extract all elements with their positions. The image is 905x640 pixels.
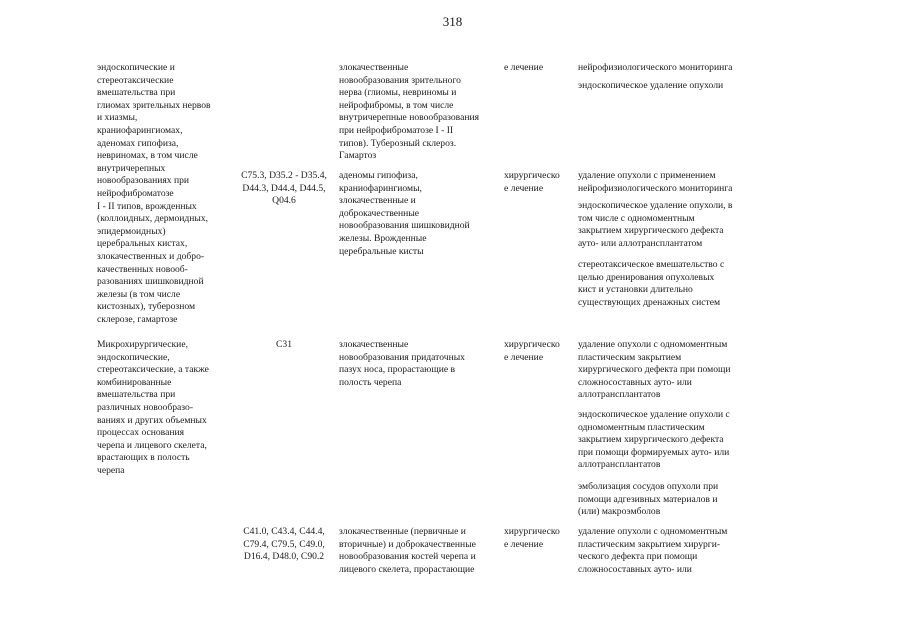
text-line: пластическим закрытием хирурги- (578, 538, 721, 550)
text-line: злокачественные (первичные и (339, 526, 466, 537)
text-line: склерозе, гамартозе (97, 313, 178, 325)
text-line: железы. Врожденные (339, 232, 427, 244)
text-line: новообразования шишковидной (339, 220, 470, 232)
text-line: новообразования зрительного (339, 74, 461, 86)
text-line: аденомы гипофиза, (339, 170, 418, 181)
text-line: хирургическо (504, 339, 560, 350)
text-line: сложносоставных ауто- или (578, 376, 692, 388)
text-line: доброкачественные (339, 207, 420, 219)
treatment-cell-3 (504, 339, 576, 364)
text-line: лицевого скелета, прорастающие (339, 563, 475, 575)
text-line: внутричерепных (97, 162, 166, 174)
text-line: пазух носа, прорастающие в (339, 364, 456, 376)
text-line: черепа и лицевого скелета, (97, 439, 207, 451)
text-line: вмешательства при (97, 389, 176, 401)
text-line: краниофарингиомы, (339, 182, 422, 194)
text-line: (коллоидных, дермоидных, (97, 213, 209, 225)
procedure-cell-9 (578, 526, 758, 576)
text-line: кист и установки длительно (578, 284, 693, 296)
text-line: нейрофизиологического мониторинга (578, 62, 733, 73)
text-line: и хиазмы, (97, 112, 138, 124)
codes-cell-3 (236, 339, 332, 352)
text-line: церебральные кисты (339, 245, 424, 257)
procedure-cell-3 (578, 170, 758, 195)
text-line: ческого дефекта при помощи (578, 551, 698, 563)
text-line: C79.4, C79.5, C49.0, (243, 538, 325, 550)
text-line: нейрофибромы, в том числе (339, 99, 454, 111)
method-description-2 (97, 339, 237, 478)
text-line: качественных новооб- (97, 263, 188, 275)
text-line: Гамартоз (339, 150, 377, 162)
text-line: целью дренирования опухолевых (578, 271, 715, 283)
text-line: разованиях шишковидной (97, 276, 204, 288)
text-line: невриномах, в том числе (97, 150, 198, 162)
text-line: сложносоставных ауто- или (578, 563, 692, 575)
procedure-cell-5 (578, 259, 758, 309)
text-line: закрытием хирургического дефекта (578, 225, 724, 237)
procedure-cell-4 (578, 200, 758, 250)
text-line: (или) макроэмболов (578, 506, 661, 518)
text-line: ауто- или аллотрансплантатом (578, 237, 703, 249)
text-line: аллотрансплантатов (578, 459, 661, 471)
text-line: процессах основания (97, 427, 185, 439)
text-line: аденомах гипофиза, (97, 137, 179, 149)
text-line: нейрофиброматозе (97, 187, 174, 199)
text-line: глиомах зрительных нервов (97, 99, 211, 111)
text-line: ваниях и других объемных (97, 414, 207, 426)
text-line: злокачественных и добро- (97, 250, 205, 262)
text-line: злокачественные (339, 339, 409, 350)
text-line: удаление опухоли с одномоментным (578, 526, 728, 537)
text-line: е лечение (504, 351, 544, 363)
text-line: Q04.6 (272, 195, 296, 207)
text-line: хирургического дефекта при помощи (578, 364, 731, 376)
diagnosis-cell-4 (339, 526, 502, 576)
text-line: помощи адгезивных материалов и (578, 493, 718, 505)
text-line: D44.3, D44.4, D44.5, (242, 182, 326, 194)
text-line: е лечение (504, 182, 544, 194)
text-line: эндоскопическое удаление опухоли (578, 80, 724, 91)
text-line: типов). Туберозный склероз. (339, 137, 457, 149)
text-line: C75.3, D35.2 - D35.4, (241, 170, 327, 181)
text-line: е лечение (504, 538, 544, 550)
diagnosis-cell-2 (339, 170, 502, 258)
text-line: черепа (97, 464, 125, 476)
text-line: внутричерепные новообразования (339, 112, 480, 124)
text-line: эпидермоидных) (97, 225, 166, 237)
text-line: злокачественные и (339, 195, 416, 207)
text-line: вмешательства при (97, 87, 176, 99)
text-line: эндоскопические и (97, 62, 175, 73)
text-line: новообразованиях при (97, 175, 190, 187)
procedure-cell-8 (578, 481, 758, 519)
text-line: одномоментным пластическим (578, 421, 705, 433)
text-line: удаление опухоли с одномоментным (578, 339, 728, 350)
text-line: злокачественные (339, 62, 409, 73)
codes-cell-2 (236, 170, 332, 208)
text-line: закрытием хирургического дефекта (578, 434, 724, 446)
text-line: новообразования придаточных (339, 351, 465, 363)
text-line: пластическим закрытием (578, 351, 682, 363)
procedure-cell-6 (578, 339, 758, 402)
text-line: хирургическо (504, 526, 560, 537)
text-line: е лечение (504, 62, 544, 73)
text-line: D16.4, D48.0, C90.2 (243, 551, 325, 563)
procedure-cell-7 (578, 409, 758, 472)
treatment-cell-4 (504, 526, 576, 551)
text-line: различных новообразо- (97, 401, 194, 413)
text-line: C41.0, C43.4, C44.4, (243, 526, 325, 537)
text-line: краниофарингиомах, (97, 124, 183, 136)
method-description-1 (97, 62, 237, 326)
text-line: вторичные) и доброкачественные (339, 538, 476, 550)
procedure-cell-2 (578, 80, 758, 93)
codes-cell-4 (236, 526, 332, 564)
text-line: Микрохирургические, (97, 339, 188, 350)
text-line: церебральных кистах, (97, 238, 188, 250)
text-line: новообразования костей черепа и (339, 551, 476, 563)
text-line: эндоскопическое удаление опухоли, в (578, 200, 733, 211)
procedure-cell-1 (578, 62, 758, 75)
text-line: аллотрансплантатов (578, 389, 661, 401)
text-line: C31 (276, 339, 292, 350)
text-line: том числе с одномоментным (578, 212, 695, 224)
text-line: комбинированные (97, 376, 172, 388)
text-line: удаление опухоли с применением (578, 170, 716, 181)
diagnosis-cell-3 (339, 339, 502, 389)
treatment-cell-1 (504, 62, 576, 75)
text-line: стереотаксическое вмешательство с (578, 259, 725, 270)
text-line: стереотаксические, а также (97, 364, 209, 376)
treatment-cell-2 (504, 170, 576, 195)
text-line: эмболизация сосудов опухоли при (578, 481, 719, 492)
text-line: эндоскопические, (97, 351, 170, 363)
text-line: врастающих в полость (97, 452, 190, 464)
text-line: при помощи формируемых ауто- или (578, 446, 730, 458)
text-line: при нейрофиброматозе I - II (339, 124, 454, 136)
diagnosis-cell-1 (339, 62, 502, 163)
text-line: нейрофизиологического мониторинга (578, 182, 733, 194)
text-line: кистозных), туберозном (97, 301, 196, 313)
text-line: эндоскопическое удаление опухоли с (578, 409, 730, 420)
text-line: полость черепа (339, 376, 402, 388)
page-number: 318 (442, 14, 463, 29)
text-line: существующих дренажных систем (578, 296, 721, 308)
text-line: стереотаксические (97, 74, 174, 86)
text-line: хирургическо (504, 170, 560, 181)
text-line: I - II типов, врожденных (97, 200, 197, 212)
text-line: нерва (глиомы, невриномы и (339, 87, 457, 99)
text-line: железы (в том числе (97, 288, 181, 300)
